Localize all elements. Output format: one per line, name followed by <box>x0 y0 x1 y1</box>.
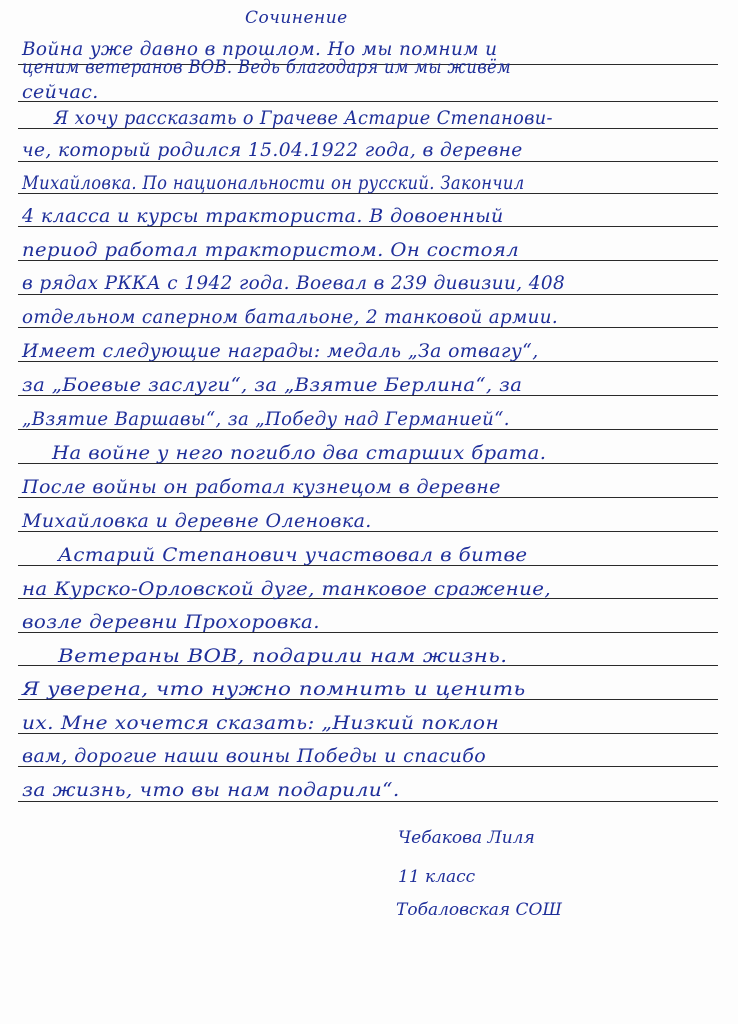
ruled-line <box>18 161 718 162</box>
author-name: Чебакова Лиля <box>398 828 535 848</box>
ruled-line <box>18 294 718 295</box>
essay-line: „Взятие Варшавы“, за „Победу над Германией“. <box>22 408 510 430</box>
essay-line: ценим ветеранов ВОВ. Ведь благодаря им мы живём <box>22 56 511 78</box>
essay-line: возле деревни Прохоровка. <box>22 611 320 633</box>
ruled-line <box>18 801 718 802</box>
essay-line: в рядах РККА с 1942 года. Воевал в 239 дивизии, 408 <box>22 272 566 294</box>
essay-line: На войне у него погибло два старших брата. <box>52 442 547 464</box>
essay-line: че, который родился 15.04.1922 года, в деревне <box>22 139 523 161</box>
essay-line: Михайловка. По национальности он русский. Закончил <box>22 172 525 194</box>
author-grade: 11 класс <box>398 867 476 887</box>
essay-line: Война уже давно в прошлом. Но мы помним и <box>22 38 498 60</box>
essay-line: Я хочу рассказать о Грачеве Астарие Степанови- <box>54 107 553 129</box>
essay-title: Сочинение <box>245 8 348 28</box>
essay-line: отдельном саперном батальоне, 2 танковой армии. <box>22 306 559 328</box>
essay-line: Я уверена, что нужно помнить и ценить <box>22 678 526 700</box>
essay-line: на Курско-Орловской дуге, танковое сражение, <box>22 578 552 600</box>
essay-line: за жизнь, что вы нам подарили“. <box>22 779 400 801</box>
essay-line: Астарий Степанович участвовал в битве <box>58 544 528 566</box>
essay-line: Ветераны ВОВ, подарили нам жизнь. <box>58 645 508 667</box>
essay-line: Имеет следующие награды: медаль „За отвагу“, <box>22 340 539 362</box>
essay-line: сейчас. <box>22 81 99 103</box>
essay-line: вам, дорогие наши воины Победы и спасибо <box>22 745 487 767</box>
essay-line: 4 класса и курсы тракториста. В довоенный <box>22 205 504 227</box>
essay-line: период работал трактористом. Он состоял <box>22 239 520 261</box>
essay-line: их. Мне хочется сказать: „Низкий поклон <box>22 712 500 734</box>
essay-line: за „Боевые заслуги“, за „Взятие Берлина“, за <box>22 374 523 396</box>
essay-line: После войны он работал кузнецом в деревне <box>22 476 501 498</box>
author-school: Тобаловская СОШ <box>396 900 562 920</box>
essay-line: Михайловка и деревне Оленовка. <box>22 510 372 532</box>
